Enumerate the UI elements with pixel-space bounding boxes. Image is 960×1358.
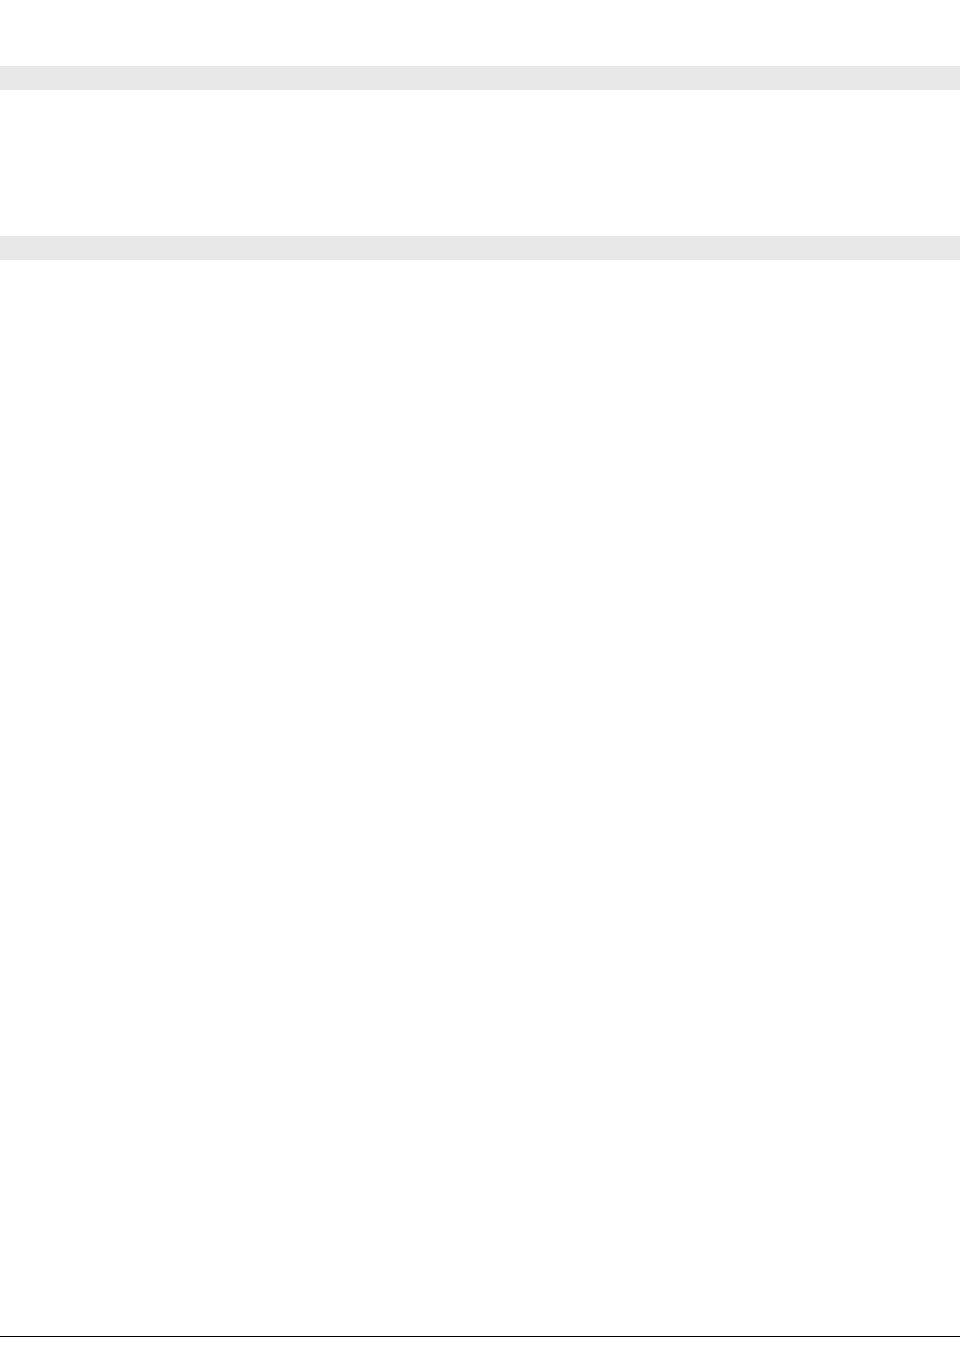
report-header-bar — [0, 0, 960, 14]
detail-table-header — [0, 236, 960, 260]
summary-table-header — [0, 66, 960, 90]
report-footer — [0, 1336, 960, 1358]
